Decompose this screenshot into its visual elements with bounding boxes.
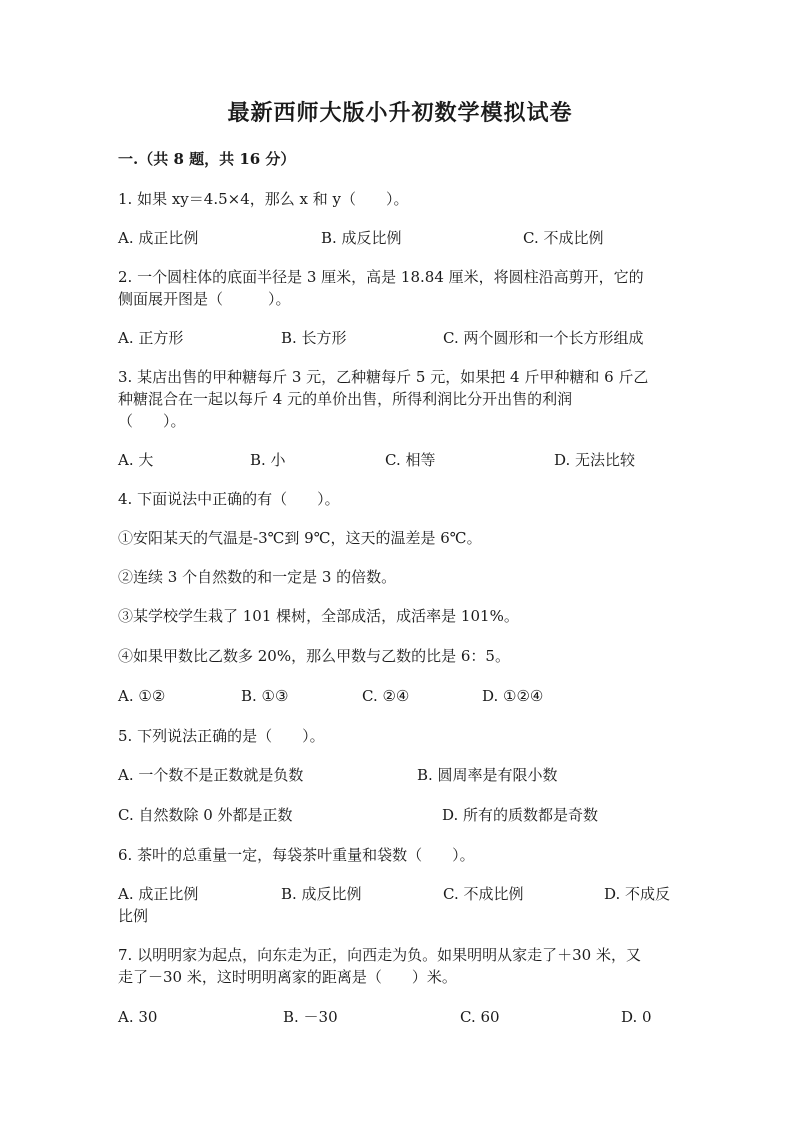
question-3-option-d: D. 无法比较 bbox=[554, 451, 636, 469]
question-1-stem: 1. 如果 xy＝4.5×4，那么 x 和 y（ ）。 bbox=[118, 190, 409, 208]
page-title: 最新西师大版小升初数学模拟试卷 bbox=[227, 100, 573, 126]
question-4-option-a: A. ①② bbox=[118, 687, 166, 705]
question-4-option-c: C. ②④ bbox=[362, 687, 410, 705]
question-7-option-d: D. 0 bbox=[621, 1008, 652, 1026]
question-7-stem-line-2: 走了－30 米，这时明明离家的距离是（ ）米。 bbox=[118, 968, 457, 986]
question-6-option-d-continued: 比例 bbox=[118, 907, 149, 925]
question-2-stem-line-1: 2. 一个圆柱体的底面半径是 3 厘米，高是 18.84 厘米，将圆柱沿高剪开，它的 bbox=[118, 268, 644, 286]
question-4-statement-3: ③某学校学生栽了 101 棵树，全部成活，成活率是 101%。 bbox=[118, 607, 519, 625]
question-3-option-b: B. 小 bbox=[250, 451, 286, 469]
question-2-option-c: C. 两个圆形和一个长方形组成 bbox=[443, 329, 644, 347]
question-3-option-c: C. 相等 bbox=[385, 451, 436, 469]
question-1-option-c: C. 不成比例 bbox=[523, 229, 604, 247]
question-3-stem-line-2: 种糖混合在一起以每斤 4 元的单价出售，所得利润比分开出售的利润 bbox=[118, 390, 573, 408]
question-5-option-b: B. 圆周率是有限小数 bbox=[417, 766, 558, 784]
question-5-stem: 5. 下列说法正确的是（ ）。 bbox=[118, 727, 325, 745]
question-6-option-b: B. 成反比例 bbox=[281, 885, 362, 903]
question-7-option-b: B. －30 bbox=[283, 1008, 338, 1026]
question-4-statement-1: ①安阳某天的气温是-3℃到 9℃，这天的温差是 6℃。 bbox=[118, 529, 482, 547]
question-6-option-a: A. 成正比例 bbox=[118, 885, 199, 903]
question-2-option-b: B. 长方形 bbox=[281, 329, 347, 347]
question-4-statement-4: ④如果甲数比乙数多 20%，那么甲数与乙数的比是 6：5。 bbox=[118, 647, 510, 665]
question-1-option-b: B. 成反比例 bbox=[321, 229, 402, 247]
question-6-option-c: C. 不成比例 bbox=[443, 885, 524, 903]
question-4-option-b: B. ①③ bbox=[241, 687, 289, 705]
question-4-statement-2: ②连续 3 个自然数的和一定是 3 的倍数。 bbox=[118, 568, 397, 586]
question-2-stem-line-2: 侧面展开图是（ ）。 bbox=[118, 290, 291, 308]
section-heading: 一.（共 8 题，共 16 分） bbox=[118, 150, 296, 168]
question-5-option-d: D. 所有的质数都是奇数 bbox=[442, 806, 599, 824]
question-4-option-d: D. ①②④ bbox=[482, 687, 544, 705]
question-4-stem: 4. 下面说法中正确的有（ ）。 bbox=[118, 490, 340, 508]
question-5-option-a: A. 一个数不是正数就是负数 bbox=[118, 766, 304, 784]
question-6-option-d: D. 不成反 bbox=[604, 885, 671, 903]
question-7-option-c: C. 60 bbox=[460, 1008, 500, 1026]
question-2-option-a: A. 正方形 bbox=[118, 329, 184, 347]
question-3-stem-line-1: 3. 某店出售的甲种糖每斤 3 元，乙种糖每斤 5 元，如果把 4 斤甲种糖和 6 斤乙 bbox=[118, 368, 649, 386]
question-7-option-a: A. 30 bbox=[118, 1008, 158, 1026]
question-6-stem: 6. 茶叶的总重量一定，每袋茶叶重量和袋数（ ）。 bbox=[118, 846, 475, 864]
question-3-stem-line-3: （ ）。 bbox=[118, 412, 186, 430]
question-1-option-a: A. 成正比例 bbox=[118, 229, 199, 247]
question-7-stem-line-1: 7. 以明明家为起点，向东走为正，向西走为负。如果明明从家走了＋30 米，又 bbox=[118, 946, 641, 964]
question-3-option-a: A. 大 bbox=[118, 451, 154, 469]
question-5-option-c: C. 自然数除 0 外都是正数 bbox=[118, 806, 293, 824]
